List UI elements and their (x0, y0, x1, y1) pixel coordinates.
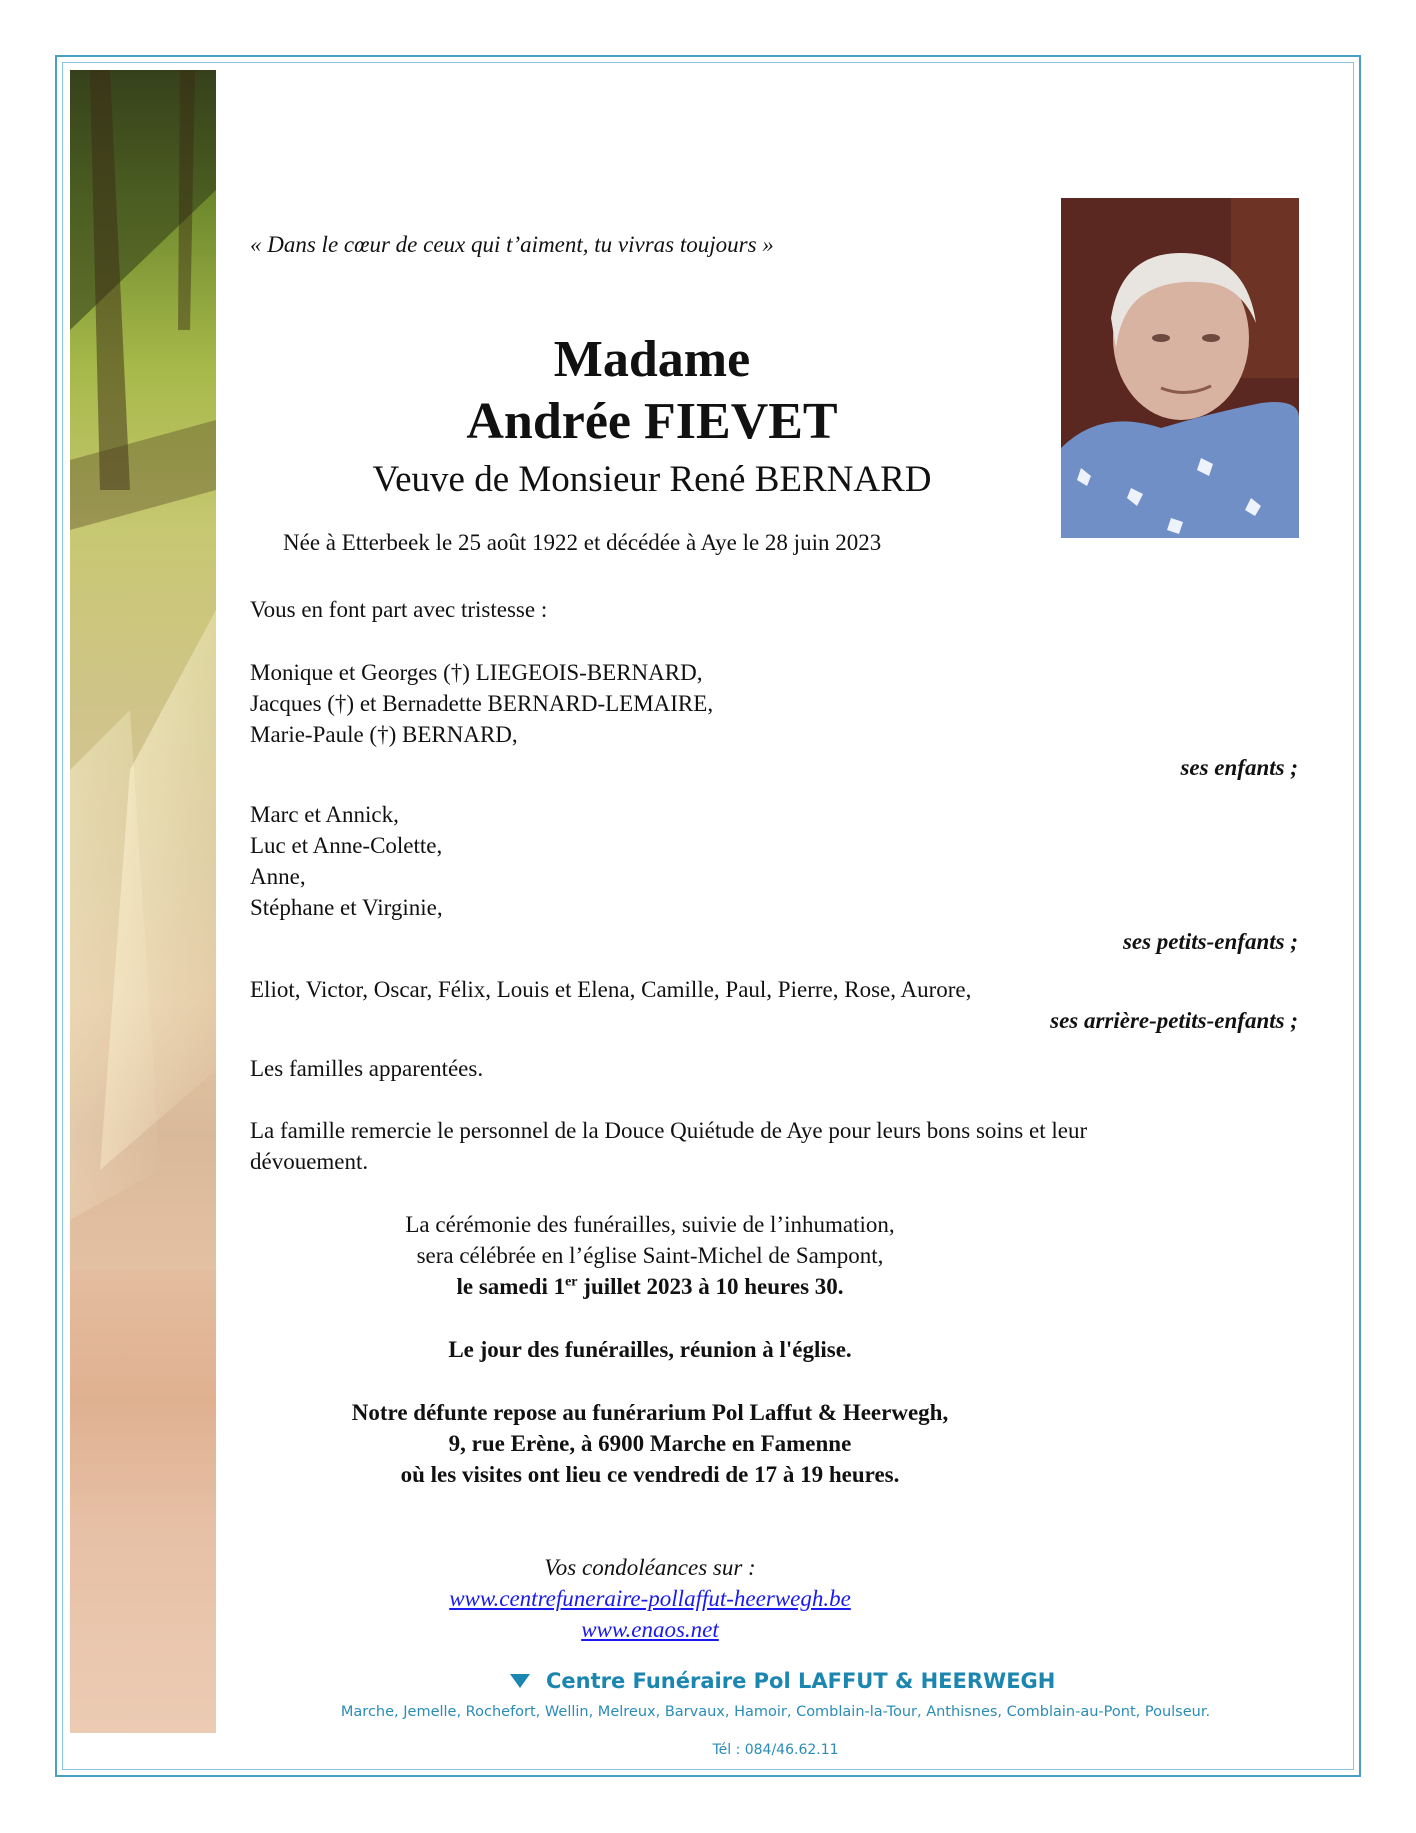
condolences-link-1[interactable]: www.centrefuneraire-pollaffut-heerwegh.be (449, 1586, 851, 1611)
deceased-portrait (1061, 198, 1299, 538)
ceremony-date-superscript: er (565, 1274, 578, 1290)
children-label: ses enfants ; (1180, 755, 1298, 780)
list-item: Marc et Annick, (250, 802, 399, 827)
thanks-line-2: dévouement. (250, 1149, 369, 1174)
deceased-name: Andrée FIEVET (466, 393, 838, 450)
title-honorific: Madame (553, 331, 751, 388)
telephone-line: Tél : 084/46.62.11 (712, 1742, 839, 1758)
list-item: Marie-Paule (†) BERNARD, (250, 722, 518, 747)
rest-line-2: 9, rue Erène, à 6900 Marche en Famenne (448, 1431, 852, 1456)
condolences-label: Vos condoléances sur : (544, 1555, 756, 1580)
list-item: Anne, (250, 864, 306, 889)
memorial-quote: « Dans le cœur de ceux qui t’aiment, tu vivras toujours » (250, 232, 774, 257)
thanks-line-1: La famille remercie le personnel de la Douce Quiétude de Aye pour leurs bons soins et leur (250, 1118, 1088, 1143)
great-grandchildren-list: Eliot, Victor, Oscar, Félix, Louis et Elena, Camille, Paul, Pierre, Rose, Aurore, (250, 977, 972, 1002)
widow-line: Veuve de Monsieur René BERNARD (372, 459, 932, 500)
ceremony-line-1: La cérémonie des funérailles, suivie de l’inhumation, (405, 1212, 895, 1237)
list-item: Luc et Anne-Colette, (250, 833, 443, 858)
condolences-link-2-wrap (250, 1617, 1050, 1643)
funeral-home-name: Centre Funéraire Pol LAFFUT & HEERWEGH (546, 1669, 1056, 1693)
families-line: Les familles apparentées. (250, 1056, 484, 1081)
ceremony-line-2: sera célébrée en l’église Saint-Michel de Sampont, (416, 1243, 884, 1268)
rest-line-3: où les visites ont lieu ce vendredi de 17 à 19 heures. (400, 1462, 900, 1487)
intro-text: Vous en font part avec tristesse : (250, 597, 548, 622)
grandchildren-label: ses petits-enfants ; (1122, 929, 1298, 954)
triangle-down-icon (510, 1674, 530, 1688)
list-item: Stéphane et Virginie, (250, 895, 443, 920)
list-item: Monique et Georges (†) LIEGEOIS-BERNARD, (250, 660, 703, 685)
ceremony-date (250, 1274, 1050, 1300)
ceremony-date-part: juillet 2023 à 10 heures 30. (577, 1274, 844, 1299)
list-item: Jacques (†) et Bernadette BERNARD-LEMAIRE, (250, 691, 714, 716)
locations-line: Marche, Jemelle, Rochefort, Wellin, Melreux, Barvaux, Hamoir, Comblain-la-Tour, Anthisnes, Comblain-au-Pont, Poulseur. (340, 1704, 1211, 1720)
meeting-line: Le jour des funérailles, réunion à l'église. (448, 1337, 852, 1362)
condolences-link-1-wrap (250, 1586, 1050, 1612)
condolences-link-2[interactable]: www.enaos.net (581, 1617, 719, 1642)
ceremony-date-part: le samedi 1 (456, 1274, 566, 1299)
funeral-home-logo (510, 1664, 1055, 1698)
rest-line-1: Notre défunte repose au funérarium Pol Laffut & Heerwegh, (351, 1400, 949, 1425)
forest-path-image (70, 70, 216, 1733)
birth-death-line: Née à Etterbeek le 25 août 1922 et décédée à Aye le 28 juin 2023 (283, 530, 882, 555)
great-grandchildren-label: ses arrière-petits-enfants ; (1050, 1008, 1298, 1033)
